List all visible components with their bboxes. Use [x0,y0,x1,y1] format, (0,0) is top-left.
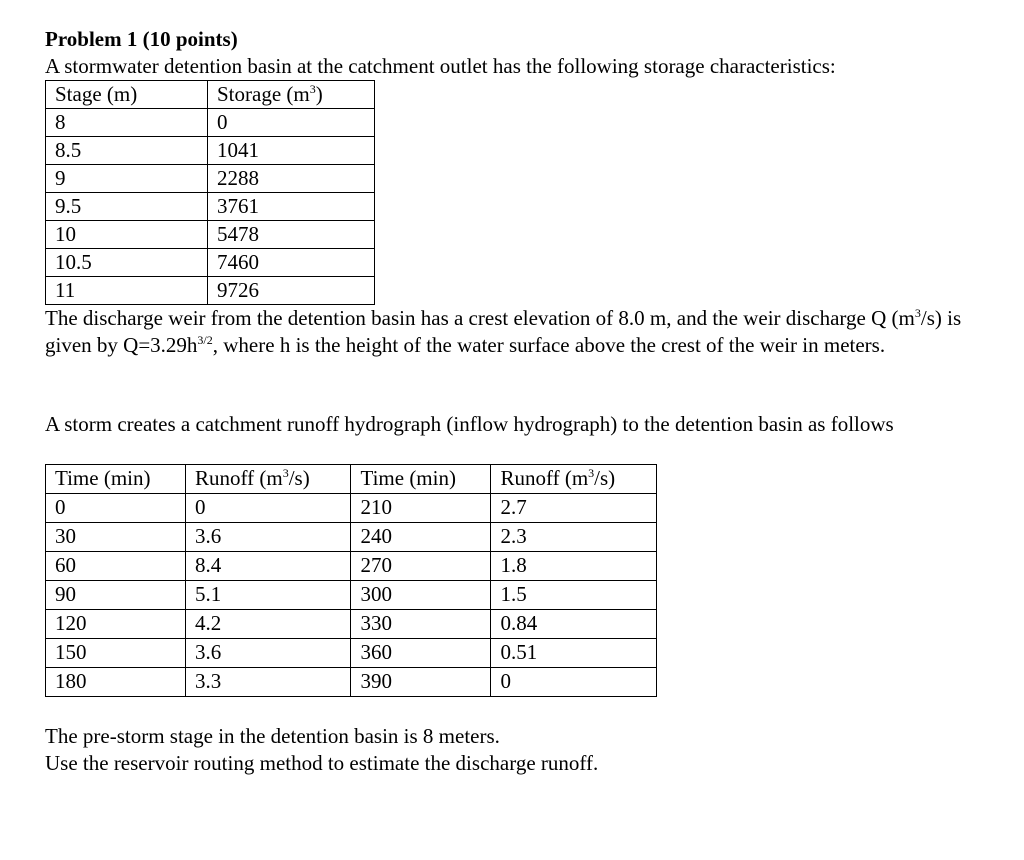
stage-cell: 9.5 [46,193,208,221]
storage-cell: 3761 [208,193,375,221]
time-cell: 330 [351,610,491,639]
stage-cell: 10 [46,221,208,249]
table-row [46,277,375,305]
storage-cell: 5478 [208,221,375,249]
table-row [46,165,375,193]
runoff-table [45,464,657,697]
table-row [46,639,657,668]
runoff-cell: 1.8 [491,552,657,581]
time-cell: 60 [46,552,186,581]
runoff-cell: 3.3 [185,668,351,697]
table-row [46,249,375,277]
time-cell: 120 [46,610,186,639]
stage-cell: 10.5 [46,249,208,277]
paragraph-gap [45,359,1005,385]
header-time: Time (min) [351,465,491,494]
time-cell: 90 [46,581,186,610]
time-cell: 360 [351,639,491,668]
pre-storm-text: The pre-storm stage in the detention basin is 8 meters. [45,724,500,748]
table-row [46,137,375,165]
runoff-cell: 2.3 [491,523,657,552]
time-cell: 300 [351,581,491,610]
runoff-cell: 1.5 [491,581,657,610]
instruction-text: Use the reservoir routing method to estimate the discharge runoff. [45,751,599,775]
storage-cell: 9726 [208,277,375,305]
storage-cell: 2288 [208,165,375,193]
runoff-cell: 0 [491,668,657,697]
time-cell: 180 [46,668,186,697]
header-stage: Stage (m) [46,81,208,109]
table-row [46,610,657,639]
problem-title: Problem 1 (10 points) [45,27,238,51]
storage-cell: 1041 [208,137,375,165]
document-page [45,26,1005,777]
table-row [46,221,375,249]
intro-text: A stormwater detention basin at the catchment outlet has the following storage characteristics: [45,54,836,78]
header-time: Time (min) [46,465,186,494]
runoff-cell: 5.1 [185,581,351,610]
time-cell: 30 [46,523,186,552]
table-row [46,193,375,221]
table-header-row [46,465,657,494]
table-row [46,581,657,610]
table-header-row [46,81,375,109]
table-row [46,523,657,552]
runoff-cell: 0 [185,494,351,523]
runoff-cell: 2.7 [491,494,657,523]
stage-cell: 11 [46,277,208,305]
time-cell: 240 [351,523,491,552]
header-runoff: Runoff $(m^3/s)$ [185,465,351,494]
stage-cell: 9 [46,165,208,193]
time-cell: 150 [46,639,186,668]
storage-cell: 0 [208,109,375,137]
weir-text: The discharge weir from the detention basin has a crest elevation of 8.0 m, and the weir discharge Q $(m^3/s)$ is given by $Q=3.29h^{3/2}$, where h is the height of the water surface above the crest of the weir in meters. [45,306,962,357]
table-row [46,494,657,523]
runoff-cell: 0.51 [491,639,657,668]
time-cell: 0 [46,494,186,523]
table-row [46,668,657,697]
storage-cell: 7460 [208,249,375,277]
stage-cell: 8 [46,109,208,137]
paragraph-gap [45,697,1005,723]
header-storage: Storage $(m^3)$ [208,81,375,109]
runoff-cell: 3.6 [185,639,351,668]
table-row [46,552,657,581]
runoff-cell: 3.6 [185,523,351,552]
header-runoff: Runoff $(m^3/s)$ [491,465,657,494]
time-cell: 390 [351,668,491,697]
time-cell: 210 [351,494,491,523]
paragraph-gap [45,385,1005,411]
table-row [46,109,375,137]
runoff-cell: 8.4 [185,552,351,581]
runoff-cell: 0.84 [491,610,657,639]
storage-table [45,80,375,305]
storm-text: A storm creates a catchment runoff hydrograph (inflow hydrograph) to the detention basin as follows [45,412,894,436]
time-cell: 270 [351,552,491,581]
runoff-cell: 4.2 [185,610,351,639]
stage-cell: 8.5 [46,137,208,165]
